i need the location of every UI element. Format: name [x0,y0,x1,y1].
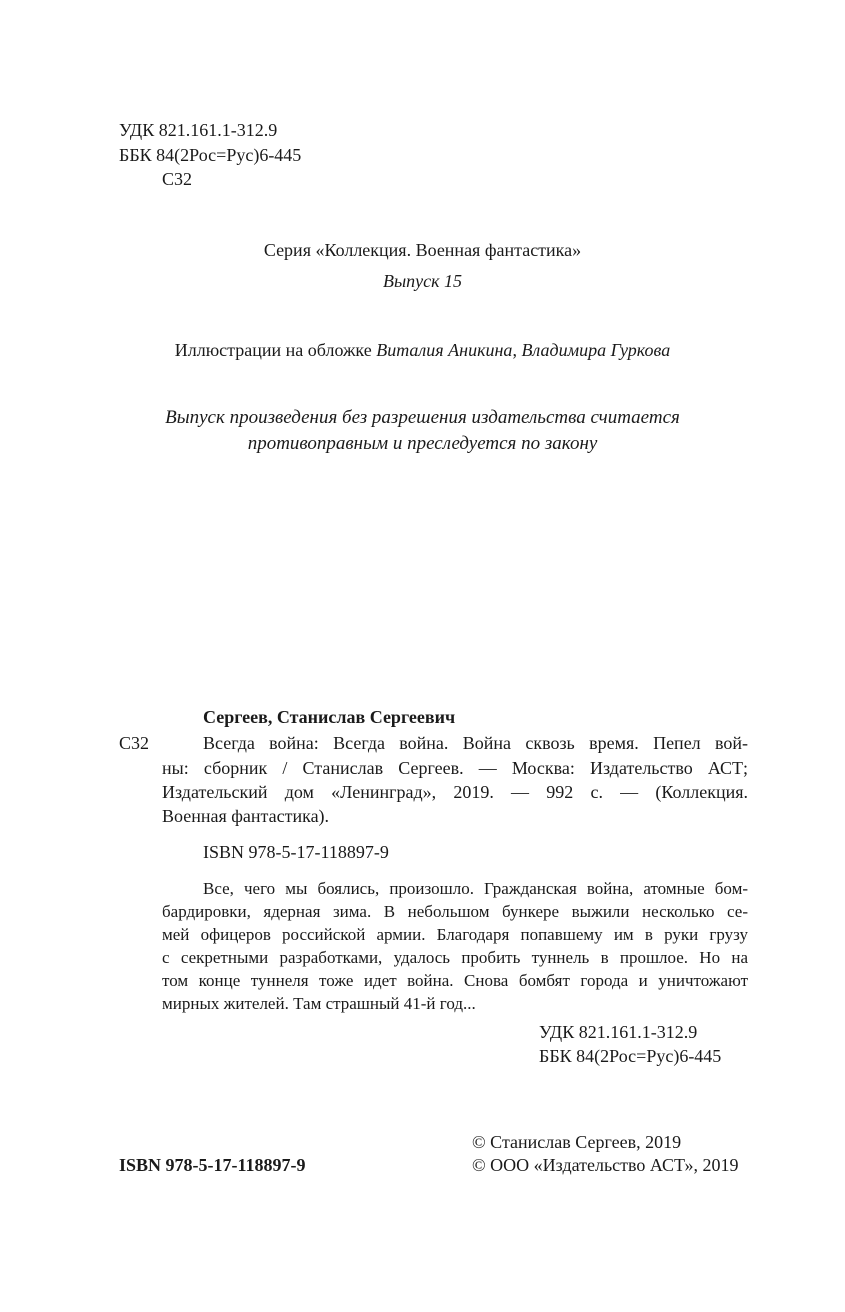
annotation-line-2: бардировки, ядерная зима. В небольшом бункере выжили несколько се- [162,902,748,921]
illustrations-credit [0,340,845,361]
annotation-line-3: мей офицеров российской армии. Благодаря попавшему им в руки грузу [162,925,748,944]
copyright-warning-line-2: противоправным и преследуется по закону [247,433,598,454]
copyright-warning-line-1: Выпуск произведения без разрешения издательства считается [165,407,680,428]
footer-udk-code: УДК 821.161.1-312.9 [539,1022,698,1042]
catalog-author-heading: Сергеев, Станислав Сергеевич [203,707,456,727]
bbk-code: ББК 84(2Рос=Рус)6-445 [119,145,302,165]
catalog-isbn: ISBN 978-5-17-118897-9 [203,842,389,862]
catalog-description-line-2: ны: сборник / Станислав Сергеев. — Москва: Издательство АСТ; [162,758,748,778]
catalog-description-line-1: Всегда война: Всегда война. Война сквозь время. Пепел вой- [203,733,748,753]
author-sign: С32 [162,169,193,189]
catalog-description-line-4: Военная фантастика). [162,806,330,826]
series-line: Серия «Коллекция. Военная фантастика» [263,240,582,260]
footer-bbk-code: ББК 84(2Рос=Рус)6-445 [539,1046,722,1066]
series-issue: Выпуск 15 [382,271,463,291]
illustrator-2: Владимира Гуркова [521,340,671,360]
annotation-line-6: мирных жителей. Там страшный 41-й год... [162,994,476,1013]
udk-code: УДК 821.161.1-312.9 [119,120,278,140]
footer-isbn: ISBN 978-5-17-118897-9 [119,1155,306,1175]
annotation-line-4: с секретными разработками, удалось пробить туннель в прошлое. Но на [162,948,748,967]
copyright-author: © Станислав Сергеев, 2019 [472,1132,682,1152]
illustrations-separator: , [512,340,522,360]
copyright-publisher: © ООО «Издательство АСТ», 2019 [472,1155,739,1175]
illustrator-1: Виталия Аникина [376,340,513,360]
annotation-line-1: Все, чего мы боялись, произошло. Гражданская война, атомные бом- [203,879,748,898]
catalog-sign: С32 [119,733,150,753]
illustrations-prefix: Иллюстрации на обложке [174,340,377,360]
annotation-line-5: том конце туннеля тоже идет война. Снова бомбят города и уничтожают [162,971,748,990]
catalog-description-line-3: Издательский дом «Ленинград», 2019. — 992 с. — (Коллекция. [162,782,748,802]
